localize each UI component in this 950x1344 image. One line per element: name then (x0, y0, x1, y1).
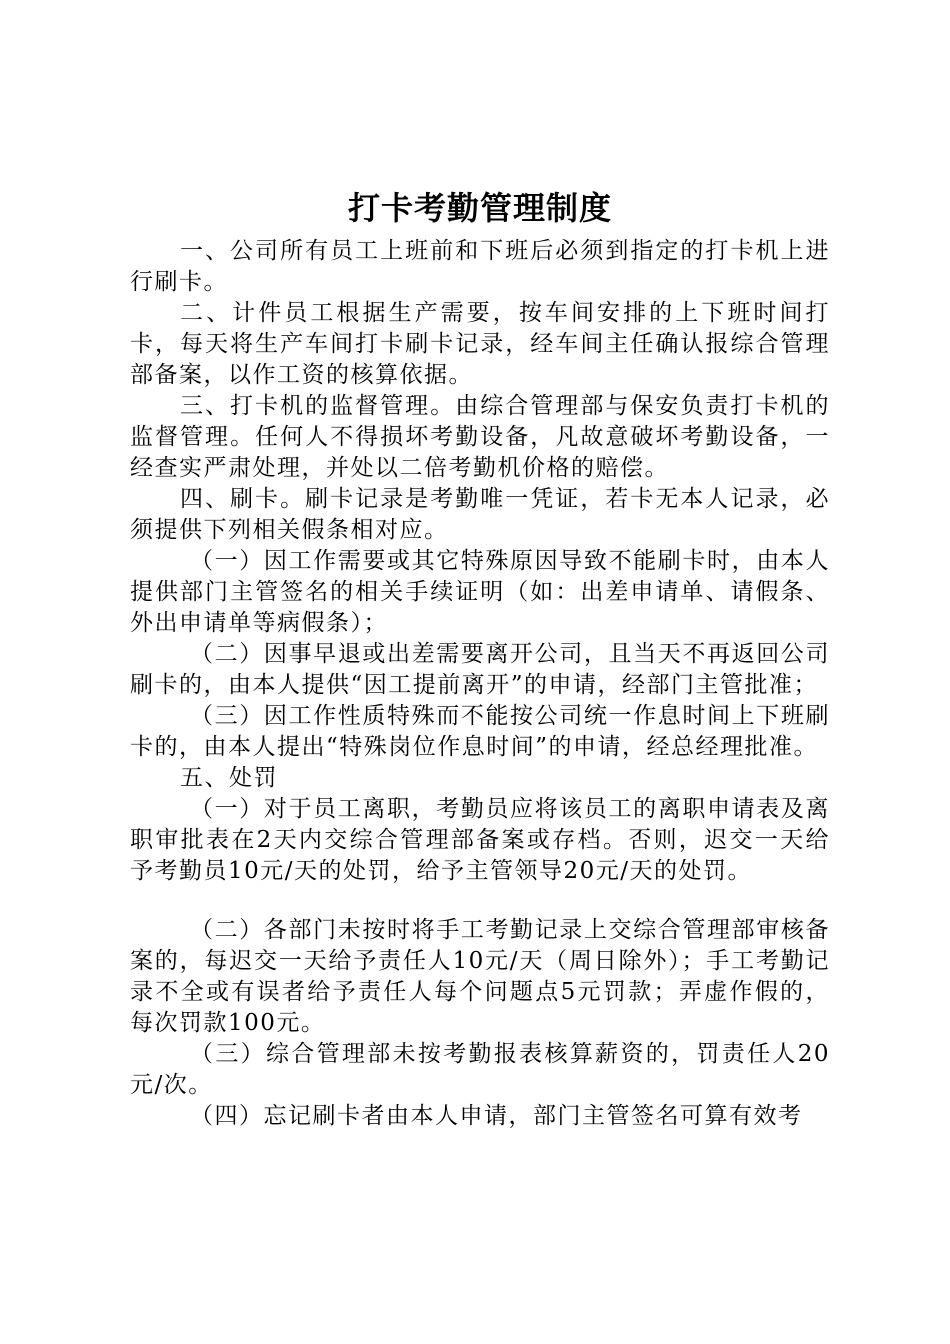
paragraph-5-1: （一）对于员工离职，考勤员应将该员工的离职申请表及离职审批表在2天内交综合管理部备案或存档。否则，迟交一天给予考勤员10元/天的处罚，给予主管领导20元/天的处罚。 (130, 796, 830, 884)
paragraph-4-3: （三）因工作性质特殊而不能按公司统一作息时间上下班刷卡的，由本人提出“特殊岗位作息时间”的申请，经总经理批准。 (130, 703, 830, 760)
paragraph-3: 三、打卡机的监督管理。由综合管理部与保安负责打卡机的监督管理。任何人不得损坏考勤设备，凡故意破坏考勤设备，一经查实严肃处理，并处以二倍考勤机价格的赔偿。 (130, 393, 830, 481)
blank-line (130, 887, 830, 915)
paragraph-4-2: （二）因事早退或出差需要离开公司，且当天不再返回公司刷卡的，由本人提供“因工提前离开”的申请，经部门主管批准； (130, 641, 830, 698)
paragraph-5-3: （三）综合管理部未按考勤报表核算薪资的，罚责任人20元/次。 (130, 1041, 830, 1098)
paragraph-4-1: （一）因工作需要或其它特殊原因导致不能刷卡时，由本人提供部门主管签名的相关手续证明（如：出差申请单、请假条、外出申请单等病假条）； (130, 548, 830, 636)
paragraph-1: 一、公司所有员工上班前和下班后必须到指定的打卡机上进行刷卡。 (130, 238, 830, 295)
document-title: 打卡考勤管理制度 (347, 189, 612, 227)
document-page (130, 180, 830, 1132)
paragraph-5: 五、处罚 (180, 765, 278, 791)
paragraph-5-2: （二）各部门未按时将手工考勤记录上交综合管理部审核备案的，每迟交一天给予责任人10元/天（周日除外）；手工考勤记录不全或有误者给予责任人每个问题点5元罚款；弄虚作假的，每次罚款100元。 (130, 917, 830, 1036)
paragraph-2: 二、计件员工根据生产需要，按车间安排的上下班时间打卡，每天将生产车间打卡刷卡记录，经车间主任确认报综合管理部备案，以作工资的核算依据。 (130, 300, 830, 388)
paragraph-4: 四、刷卡。刷卡记录是考勤唯一凭证，若卡无本人记录，必须提供下列相关假条相对应。 (130, 486, 830, 543)
paragraph-5-4: （四）忘记刷卡者由本人申请，部门主管签名可算有效考 (190, 1103, 803, 1129)
